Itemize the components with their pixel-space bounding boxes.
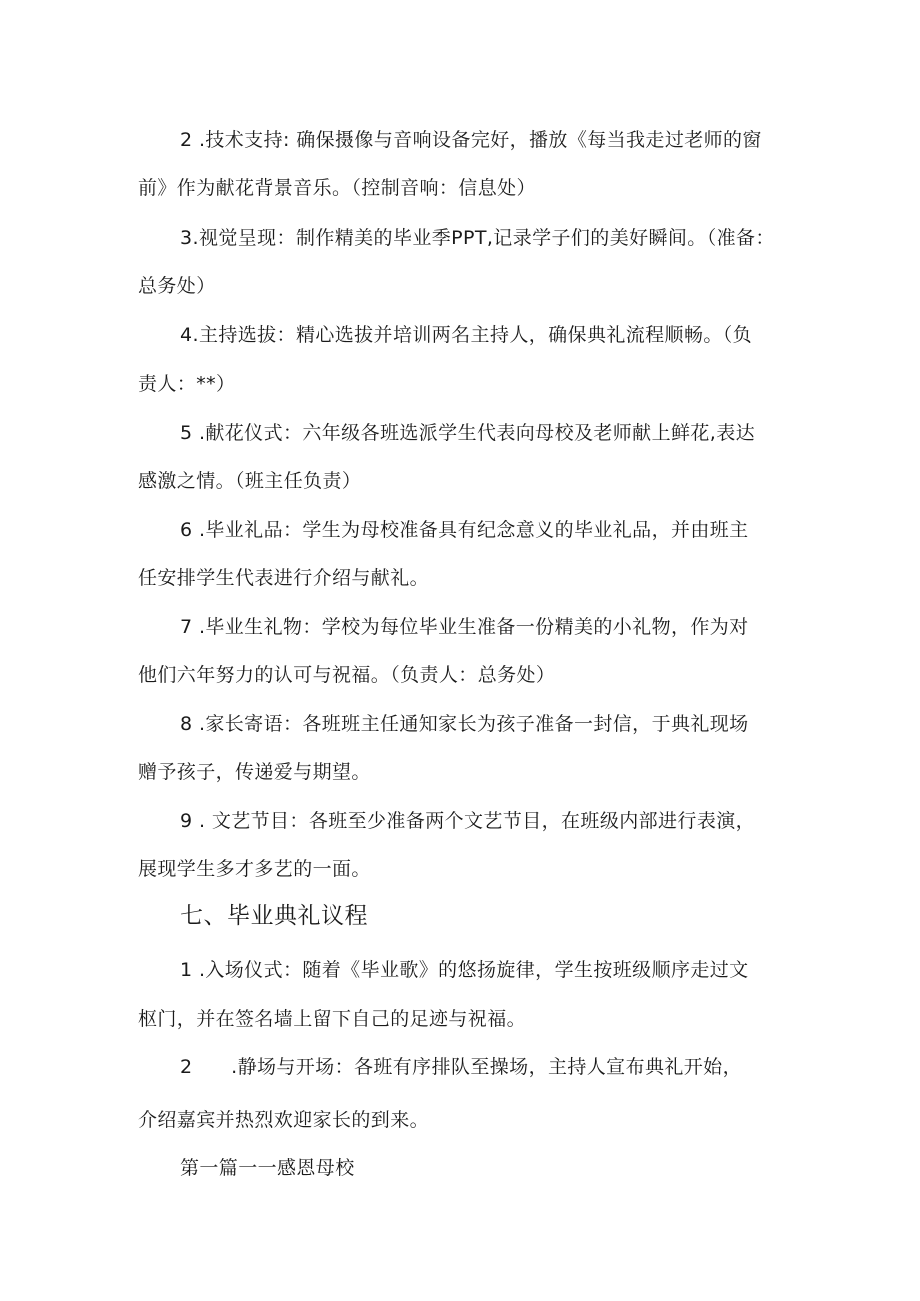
item-text: .家长寄语：各班班主任通知家长为孩子准备一封信，于典礼现场 (192, 713, 749, 735)
item-line (180, 712, 749, 736)
item-number: 5 (180, 422, 193, 444)
item-continuation: 总务处） (138, 275, 216, 297)
item-continuation: 任安排学生代表进行介绍与献礼。 (138, 567, 430, 589)
item-line (180, 226, 775, 250)
item-text: .技术支持: 确保摄像与音响设备完好，播放《每当我走过老师的窗 (192, 129, 762, 151)
item-text: .毕业生礼物：学校为每位毕业生准备一份精美的小礼物，作为对 (192, 616, 749, 638)
item-text: .入场仪式：随着《毕业歌》的悠扬旋律，学生按班级顺序走过文 (192, 959, 749, 981)
item-line (180, 323, 752, 347)
item-text: .视觉呈现：制作精美的毕业季PPT,记录学子们的美好瞬间。（准备： (192, 227, 775, 249)
item-number: 3 (180, 227, 193, 249)
item-text: .主持选拔：精心选拔并培训两名主持人，确保典礼流程顺畅。（负 (192, 324, 753, 346)
subsection-title: 第一篇一一感恩母校 (180, 1157, 355, 1179)
item-text: .静场与开场：各班有序排队至操场，主持人宣布典礼开始， (192, 1056, 742, 1078)
item-number: 6 (180, 519, 193, 541)
item-line (180, 128, 762, 152)
item-number: 2 (180, 129, 193, 151)
item-line (180, 958, 749, 982)
item-number: 7 (180, 616, 193, 638)
item-line (180, 809, 755, 833)
item-line (180, 1055, 742, 1079)
item-line (180, 518, 749, 542)
item-continuation: 他们六年努力的认可与祝福。（负责人：总务处） (138, 664, 556, 686)
item-text: .献花仪式：六年级各班选派学生代表向母校及老师献上鲜花,表达 (192, 422, 756, 444)
item-line (180, 615, 749, 639)
item-number: 2 (180, 1056, 193, 1078)
item-continuation: 责人：**） (138, 373, 236, 395)
item-continuation: 前》作为献花背景音乐。（控制音响：信息处） (138, 177, 536, 199)
item-number: 1 (180, 959, 193, 981)
item-continuation: 赠予孩子，传递爱与期望。 (138, 761, 371, 783)
item-number: 9 (180, 810, 193, 832)
item-continuation: 枢门，并在签名墙上留下自己的足迹与祝福。 (138, 1008, 527, 1030)
item-number: 4 (180, 324, 193, 346)
item-line (180, 421, 755, 445)
section-heading: 七、毕业典礼议程 (180, 903, 368, 929)
item-number: 8 (180, 713, 193, 735)
item-continuation: 介绍嘉宾并热烈欢迎家长的到来。 (138, 1109, 430, 1131)
item-continuation: 展现学生多才多艺的一面。 (138, 858, 371, 880)
item-text: .毕业礼品：学生为母校准备具有纪念意义的毕业礼品，并由班主 (192, 519, 749, 541)
item-text: . 文艺节目：各班至少准备两个文艺节目，在班级内部进行表演， (192, 810, 756, 832)
item-continuation: 感激之情。（班主任负责） (138, 470, 362, 492)
